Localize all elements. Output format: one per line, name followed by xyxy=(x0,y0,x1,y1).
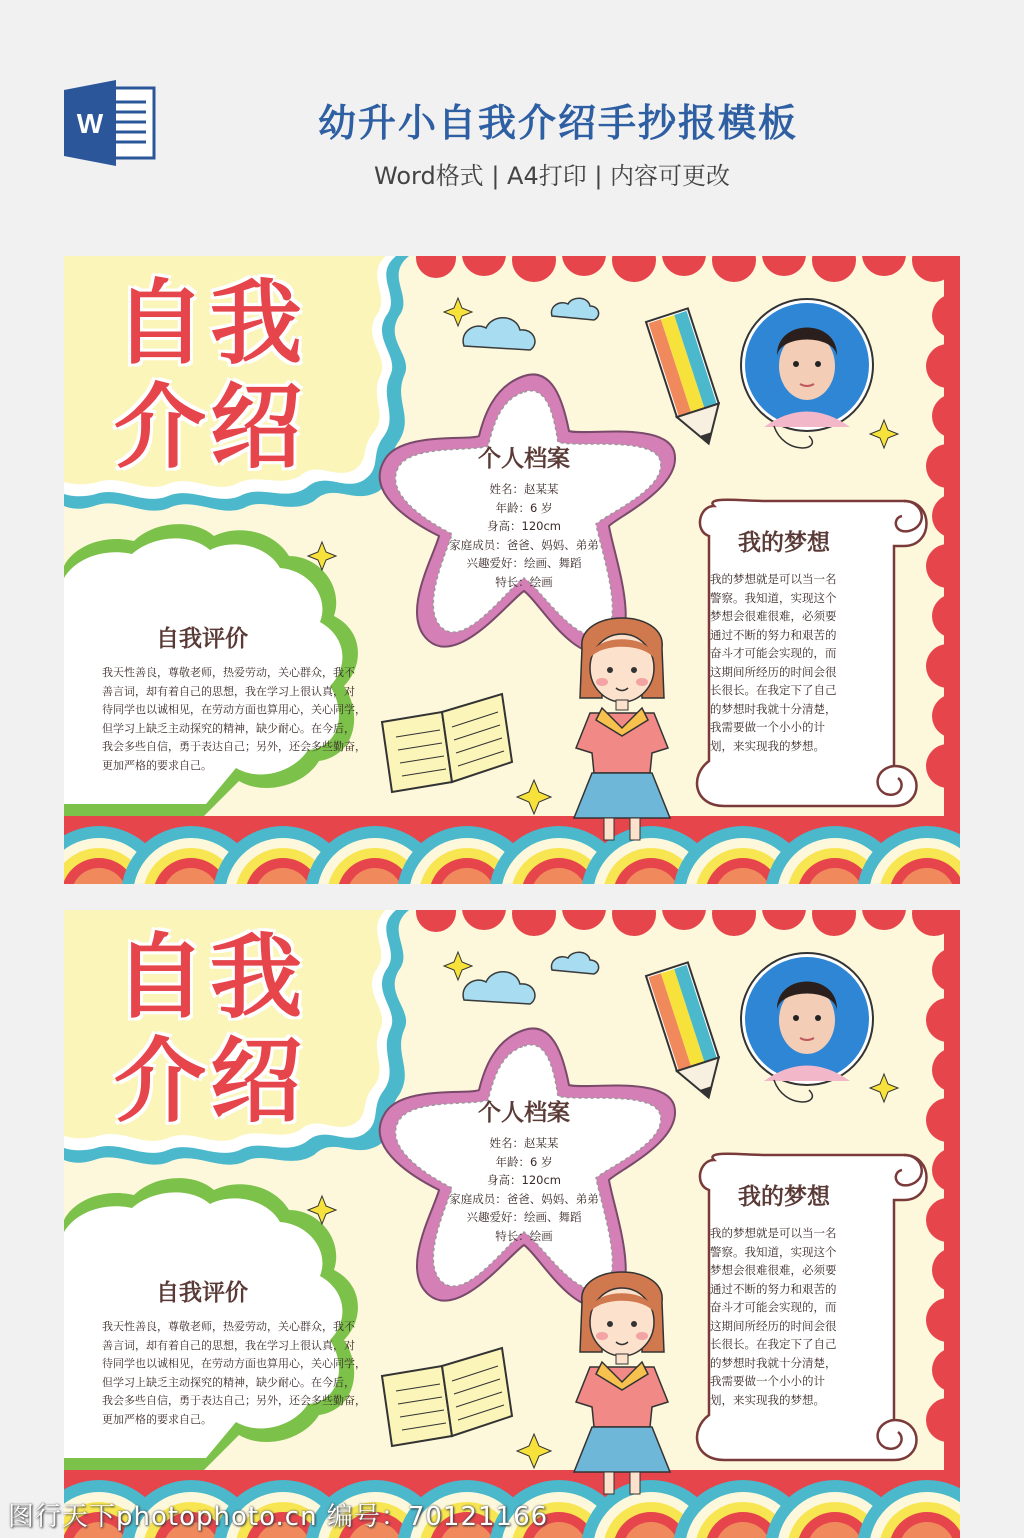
profile-line: 兴趣爱好：绘画、舞蹈 xyxy=(466,556,582,570)
self-eval-line: 但学习上缺乏主动探究的精神，缺少耐心。在今后， xyxy=(102,1375,355,1389)
heading-line-1: 自我 xyxy=(114,270,307,377)
dream-line: 的梦想时我就十分清楚， xyxy=(710,701,837,716)
self-eval-line: 待同学也以诚相见，在劳动方面也算用心，关心同学， xyxy=(102,1357,366,1370)
profile-details xyxy=(434,1134,614,1245)
self-eval-line: 更加严格的要求自己。 xyxy=(102,1412,212,1426)
dream-line: 梦想会很难很难，必须要 xyxy=(710,1263,837,1277)
profile-title: 个人档案 xyxy=(478,1100,570,1126)
page-subtitle: Word格式 | A4打印 | 内容可更改 xyxy=(374,162,731,190)
self-eval-title: 自我评价 xyxy=(156,626,248,652)
profile-line: 身高：120cm xyxy=(487,519,561,533)
profile-line: 兴趣爱好：绘画、舞蹈 xyxy=(466,1210,582,1224)
self-eval-line: 待同学也以诚相见，在劳动方面也算用心，关心同学， xyxy=(102,703,366,716)
self-eval-title: 自我评价 xyxy=(156,1280,248,1306)
dream-line: 通过不断的努力和艰苦的 xyxy=(710,1281,837,1296)
heading-line-2: 介绍 xyxy=(114,1028,307,1135)
poster-1 xyxy=(64,256,960,884)
dream-line: 梦想会很难很难，必须要 xyxy=(710,609,837,623)
profile-line: 身高：120cm xyxy=(487,1173,561,1187)
dream-line: 的梦想时我就十分清楚， xyxy=(710,1355,837,1370)
svg-text:W: W xyxy=(76,108,104,139)
self-eval-line: 我天性善良，尊敬老师，热爱劳动，关心群众，我不 xyxy=(102,666,355,679)
heading-line-2: 介绍 xyxy=(114,374,307,481)
word-document-icon xyxy=(64,80,156,166)
dream-text xyxy=(710,1224,880,1409)
self-eval-line: 我天性善良，尊敬老师，热爱劳动，关心群众，我不 xyxy=(102,1320,355,1333)
dream-line: 我的梦想就是可以当一名 xyxy=(710,1226,837,1240)
dream-line: 我的梦想就是可以当一名 xyxy=(710,572,837,586)
dream-line: 这期间所经历的时间会很 xyxy=(710,664,837,679)
dream-line: 划，来实现我的梦想。 xyxy=(710,738,825,753)
self-eval-text xyxy=(102,664,402,775)
dream-title: 我的梦想 xyxy=(738,530,830,556)
heading-line-1: 自我 xyxy=(114,924,307,1031)
profile-line: 姓名：赵某某 xyxy=(489,1136,559,1150)
dream-line: 长很长。在我定下了自己 xyxy=(710,683,837,697)
dream-title: 我的梦想 xyxy=(738,1184,830,1210)
self-eval-line: 我会多些自信，勇于表达自己；另外，还会多些勤奋， xyxy=(102,740,366,753)
girl-illustration xyxy=(574,618,670,840)
watermark: 图行天下photophoto.cn 编号：70121166 xyxy=(8,1502,549,1532)
profile-title: 个人档案 xyxy=(478,446,570,472)
dream-line: 奋斗才可能会实现的，而 xyxy=(710,1300,837,1314)
header xyxy=(0,0,1024,230)
profile-line: 家庭成员：爸爸、妈妈、弟弟 xyxy=(449,537,599,552)
self-eval-text xyxy=(102,1318,402,1429)
dream-line: 警察。我知道，实现这个 xyxy=(710,590,837,605)
dream-line: 这期间所经历的时间会很 xyxy=(710,1318,837,1333)
dream-line: 警察。我知道，实现这个 xyxy=(710,1244,837,1259)
self-eval-line: 善言词，却有着自己的思想，我在学习上很认真，对 xyxy=(102,684,355,698)
dream-line: 划，来实现我的梦想。 xyxy=(710,1392,825,1407)
profile-line: 年龄：6 岁 xyxy=(495,500,553,515)
profile-line: 特长：绘画 xyxy=(495,1228,553,1243)
dream-line: 我需要做一个小小的计 xyxy=(710,720,825,734)
dream-line: 通过不断的努力和艰苦的 xyxy=(710,627,837,642)
profile-details xyxy=(434,480,614,591)
self-eval-line: 我会多些自信，勇于表达自己；另外，还会多些勤奋， xyxy=(102,1394,366,1407)
profile-line: 家庭成员：爸爸、妈妈、弟弟 xyxy=(449,1191,599,1206)
self-eval-line: 但学习上缺乏主动探究的精神，缺少耐心。在今后， xyxy=(102,721,355,735)
dream-line: 奋斗才可能会实现的，而 xyxy=(710,646,837,660)
poster-2 xyxy=(64,910,960,1538)
dream-line: 长很长。在我定下了自己 xyxy=(710,1337,837,1351)
profile-line: 特长：绘画 xyxy=(495,574,553,589)
self-eval-line: 更加严格的要求自己。 xyxy=(102,758,212,772)
page-title: 幼升小自我介绍手抄报模板 xyxy=(318,101,799,145)
profile-line: 年龄：6 岁 xyxy=(495,1154,553,1169)
self-eval-line: 善言词，却有着自己的思想，我在学习上很认真，对 xyxy=(102,1338,355,1352)
dream-text xyxy=(710,570,880,755)
girl-illustration xyxy=(574,1272,670,1494)
dream-line: 我需要做一个小小的计 xyxy=(710,1374,825,1388)
profile-line: 姓名：赵某某 xyxy=(489,482,559,496)
